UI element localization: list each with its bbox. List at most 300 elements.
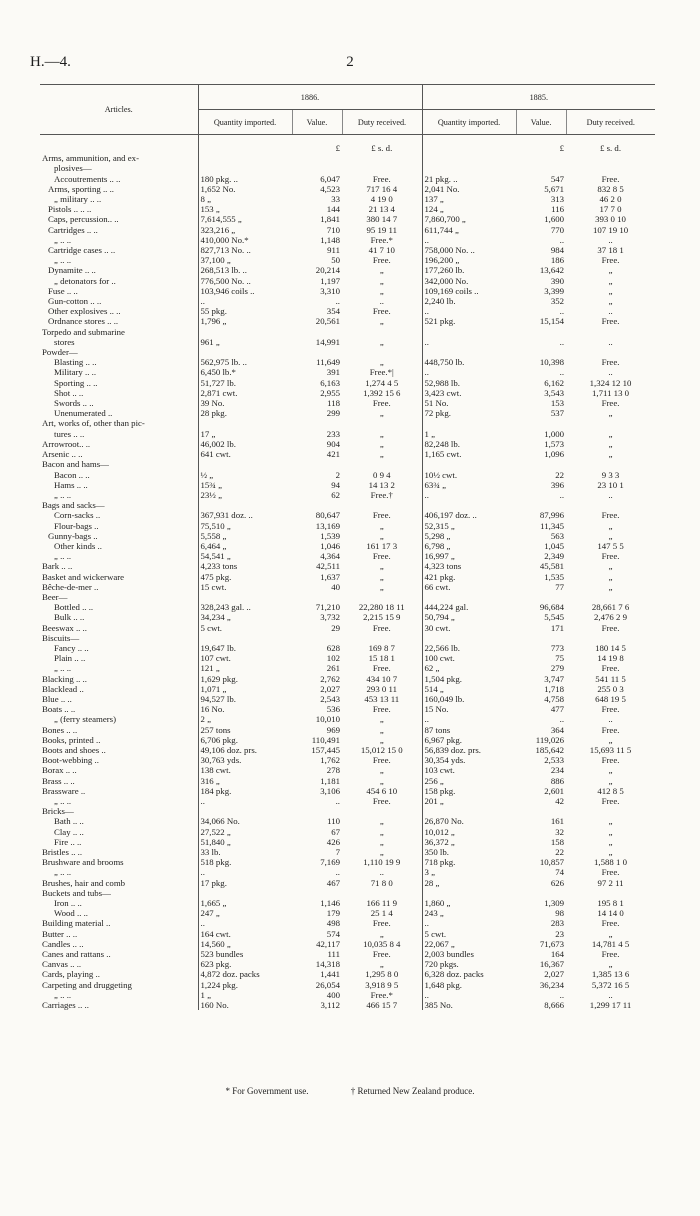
quantity-1885-cell: 50,794 „	[424, 612, 455, 623]
quantity-1886-cell: 6,464 „	[200, 540, 227, 551]
footnotes	[0, 1086, 700, 1096]
value-1886-cell: 3,106	[320, 785, 340, 796]
value-1886-cell: 20,561	[315, 316, 340, 327]
value-1886-cell: 62	[331, 489, 340, 500]
duty-1886-cell: „	[342, 816, 422, 826]
table-row	[40, 449, 655, 459]
value-1885-cell: 22	[555, 847, 565, 858]
value-1885-cell: ..	[559, 367, 565, 378]
duty-1886-cell: „	[342, 439, 422, 449]
value-1886-cell: 278	[326, 765, 340, 776]
value-1885-cell: 164	[550, 949, 565, 960]
quantity-1886-cell: 7,614,555 „	[200, 214, 242, 225]
duty-1885-cell: Free.	[601, 316, 620, 327]
value-1886-cell: 2,955	[320, 387, 340, 398]
duty-1886-cell: „	[342, 776, 422, 786]
quantity-1886-cell: 827,713 No. ..	[200, 245, 251, 256]
quantity-1886-cell	[198, 459, 292, 469]
value-1886-cell: 7,169	[320, 857, 340, 868]
duty-1885-cell: 832 8 5	[597, 183, 624, 194]
quantity-1885-cell: 514 „	[424, 683, 444, 694]
article-cell: „ detonators for ..	[40, 276, 198, 286]
duty-1885-cell: „	[608, 561, 613, 572]
value-1885-cell: 984	[550, 245, 565, 256]
value-1885-cell: 2,349	[544, 551, 565, 562]
table-row	[40, 174, 655, 184]
duty-1885-cell: Free.	[601, 255, 620, 266]
quantity-1886-cell: 94,527 lb.	[200, 693, 236, 704]
quantity-1885-cell: 448,750 lb.	[424, 357, 465, 368]
value-1886-cell: 29	[331, 622, 340, 633]
duty-1886-cell: „	[342, 286, 422, 296]
duty-1886-cell: 22,280 18 11	[342, 602, 422, 612]
duty-1885-cell: ..	[608, 336, 613, 347]
duty-1886-cell	[342, 592, 422, 602]
article-cell: Biscuits—	[40, 633, 198, 643]
quantity-1886-cell: 46,002 lb.	[200, 438, 236, 449]
quantity-1886-cell: 39 No.	[200, 398, 225, 409]
table-row	[40, 184, 655, 194]
duty-1885-cell: „	[608, 285, 613, 296]
table-row	[40, 531, 655, 541]
quantity-1886-cell: 51,840 „	[200, 836, 231, 847]
duty-1886-cell: 95 19 11	[342, 225, 422, 235]
article-cell: Arms, sporting .. ..	[40, 184, 198, 194]
duty-1885-cell: 97 2 11	[597, 877, 624, 888]
duty-1885-cell: „	[608, 928, 613, 939]
table-row	[40, 674, 655, 684]
duty-1885-cell: 14,781 4 5	[591, 938, 630, 949]
duty-1886-cell: 4 19 0	[342, 194, 422, 204]
duty-1886-cell: Free.	[342, 949, 422, 959]
table-row	[40, 225, 655, 235]
duty-1885-cell: „	[608, 530, 613, 541]
duty-1885-cell: 195 8 1	[597, 898, 624, 909]
value-1886-cell: 421	[326, 449, 340, 460]
duty-1886-cell: 717 16 4	[342, 184, 422, 194]
quantity-1886-cell: 623 pkg.	[200, 959, 232, 970]
value-1885-cell: 234	[550, 765, 565, 776]
table-row	[40, 418, 655, 428]
table-row	[40, 1000, 655, 1010]
article-cell: Cartridge cases .. ..	[40, 245, 198, 255]
quantity-1885-cell	[422, 347, 516, 357]
duty-1885-cell: 1,588 1 0	[594, 857, 628, 868]
value-1886-cell: 14,318	[315, 959, 340, 970]
quantity-1886-cell	[198, 327, 292, 337]
quantity-1885-cell: 406,197 doz. ..	[424, 510, 477, 521]
duty-1885-cell: ..	[608, 989, 613, 1000]
article-cell: Cartridges .. ..	[40, 225, 198, 235]
duty-1886-cell: 3,918 9 5	[342, 980, 422, 990]
table-row	[40, 408, 655, 418]
duty-1886-cell: 1,110 19 9	[342, 857, 422, 867]
duty-1885-cell	[566, 327, 655, 337]
value-1885-cell: 23	[555, 928, 565, 939]
quantity-1886-cell: 103,946 coils ..	[200, 285, 255, 296]
value-1885-cell: ..	[559, 306, 565, 317]
table-row	[40, 510, 655, 520]
table-row	[40, 684, 655, 694]
units-row	[40, 143, 655, 153]
table-row	[40, 806, 655, 816]
value-1885-cell: ..	[559, 714, 565, 725]
value-1886-cell: 574	[326, 928, 340, 939]
duty-1885-cell: 28,661 7 6	[591, 602, 630, 613]
quantity-1886-cell	[198, 806, 292, 816]
duty-1886-cell: „	[342, 847, 422, 857]
value-1885-cell	[516, 153, 566, 163]
quantity-1886-cell: 523 bundles	[200, 949, 244, 960]
table-row	[40, 765, 655, 775]
quantity-1886-cell: ..	[200, 918, 205, 929]
duty-1886-cell	[342, 806, 422, 816]
quantity-1886-cell: 776,500 No. ..	[200, 275, 251, 286]
quantity-1885-cell: 10,012 „	[424, 826, 455, 837]
duty-1886-cell: 71 8 0	[342, 878, 422, 888]
article-cell: Accoutrements .. ..	[40, 174, 198, 184]
quantity-1886-cell: 961 „	[200, 336, 220, 347]
duty-1886-cell: „	[342, 827, 422, 837]
quantity-1886-cell: ½ „	[200, 469, 214, 480]
duty-1886-cell: Free.	[342, 255, 422, 265]
value-1885-cell: 161	[550, 816, 565, 827]
table-row	[40, 347, 655, 357]
quantity-1886-cell: 30,763 yds.	[200, 755, 242, 766]
value-1886-cell: ..	[335, 867, 340, 878]
duty-1885-cell: 15,693 11 5	[589, 744, 632, 755]
duty-1886-cell	[342, 633, 422, 643]
value-1886-cell: 400	[326, 989, 340, 1000]
quantity-1885-header: Quantity imported.	[422, 110, 516, 135]
table-row	[40, 163, 655, 173]
quantity-1885-cell: 66 cwt.	[424, 581, 451, 592]
value-1885-cell: 1,718	[544, 683, 565, 694]
quantity-1885-cell: 62 „	[424, 663, 440, 674]
duty-1886-cell: „	[342, 429, 422, 439]
value-1886-cell: 110	[327, 816, 340, 827]
duty-1886-cell: „	[342, 276, 422, 286]
value-1885-cell: 6,162	[544, 377, 565, 388]
duty-1885-cell: ..	[608, 234, 613, 245]
quantity-1886-cell: 37,100 „	[200, 255, 231, 266]
quantity-1886-cell	[198, 347, 292, 357]
value-1885-cell	[516, 633, 566, 643]
duty-1886-cell: „	[342, 725, 422, 735]
value-1885-cell: 2,601	[544, 785, 565, 796]
duty-unit: £ s. d.	[600, 143, 622, 153]
duty-1885-cell: 46 2 0	[599, 194, 622, 205]
value-1886-cell: 10,010	[315, 714, 340, 725]
quantity-1885-cell: 160,049 lb.	[424, 693, 465, 704]
duty-1885-cell: 5,372 16 5	[591, 979, 630, 990]
quantity-1885-cell: 158 pkg.	[424, 785, 456, 796]
article-cell: Dynamite .. ..	[40, 265, 198, 275]
value-1886-cell: 628	[326, 642, 340, 653]
duty-1885-cell: Free.	[601, 724, 620, 735]
table-row	[40, 337, 655, 347]
quantity-1886-cell: 14,560 „	[200, 938, 231, 949]
value-1886-cell: 26,054	[315, 979, 340, 990]
table-row	[40, 704, 655, 714]
value-1886-cell: 1,197	[320, 275, 340, 286]
duty-1885-cell: 107 19 10	[592, 224, 629, 235]
article-cell: Brushes, hair and comb	[40, 878, 198, 888]
quantity-1885-cell	[422, 500, 516, 510]
duty-1885-cell: 1,299 17 11	[589, 1000, 632, 1011]
quantity-1885-cell: 5 cwt.	[424, 928, 447, 939]
value-1885-header: Value.	[516, 110, 566, 135]
article-cell: „ .. ..	[40, 663, 198, 673]
quantity-1886-cell: 5,558 „	[200, 530, 227, 541]
value-1885-cell: 2,027	[544, 969, 565, 980]
duty-1886-cell: Free.†	[342, 490, 422, 500]
value-1885-cell: ..	[559, 489, 565, 500]
table-row	[40, 378, 655, 388]
duty-1886-cell: Free.	[342, 398, 422, 408]
duty-1885-cell	[566, 347, 655, 357]
value-1886-cell: 3,112	[320, 1000, 340, 1011]
value-1886-cell: 911	[327, 245, 340, 256]
duty-1885-cell	[566, 888, 655, 898]
value-1886-cell: 299	[326, 408, 340, 419]
quantity-1885-cell	[422, 153, 516, 163]
table-row	[40, 949, 655, 959]
duty-1886-cell: „	[342, 531, 422, 541]
value-1886-cell: 144	[326, 204, 340, 215]
quantity-1886-cell: 51,727 lb.	[200, 377, 236, 388]
article-cell: Cards, playing ..	[40, 969, 198, 979]
value-1886-cell: 1,841	[320, 214, 340, 225]
duty-1886-cell: Free.	[342, 551, 422, 561]
duty-1886-cell	[342, 459, 422, 469]
duty-1886-cell: 166 11 9	[342, 898, 422, 908]
duty-1886-cell: 21 13 4	[342, 204, 422, 214]
quantity-1886-cell	[198, 418, 292, 428]
table-row	[40, 969, 655, 979]
value-1886-cell: 2,027	[320, 683, 340, 694]
duty-1886-cell: 2,215 15 9	[342, 612, 422, 622]
value-1886-cell: 1,637	[320, 571, 340, 582]
table-row	[40, 398, 655, 408]
article-cell: Arsenic .. ..	[40, 449, 198, 459]
value-1885-cell: 5,671	[544, 183, 565, 194]
table-row	[40, 153, 655, 163]
duty-1886-cell: 453 13 11	[342, 694, 422, 704]
quantity-1885-cell: 6,967 pkg.	[424, 734, 462, 745]
table-row	[40, 816, 655, 826]
quantity-1886-cell: ..	[200, 296, 205, 307]
value-1885-cell: 1,535	[544, 571, 565, 582]
article-cell: Buckets and tubs—	[40, 888, 198, 898]
article-cell: Books, printed ..	[40, 735, 198, 745]
value-1886-cell: 354	[326, 306, 340, 317]
value-1886-cell: 6,047	[320, 173, 340, 184]
duty-1885-cell	[566, 633, 655, 643]
table-row	[40, 561, 655, 571]
quantity-1885-cell: 103 cwt.	[424, 765, 455, 776]
quantity-1886-cell: 1,071 „	[200, 683, 227, 694]
quantity-1886-cell: 1,665 „	[200, 898, 227, 909]
duty-1886-cell: Free.*|	[342, 367, 422, 377]
table-row	[40, 776, 655, 786]
value-1886-cell: 1,046	[320, 540, 340, 551]
duty-1886-cell: 293 0 11	[342, 684, 422, 694]
duty-1886-cell: „	[342, 357, 422, 367]
table-row	[40, 388, 655, 398]
quantity-1885-cell: 82,248 lb.	[424, 438, 460, 449]
value-1885-cell: 1,309	[544, 898, 565, 909]
quantity-1886-cell: 1,224 pkg.	[200, 979, 238, 990]
table-row	[40, 837, 655, 847]
value-1885-cell: 773	[550, 642, 565, 653]
quantity-1886-cell: 367,931 doz. ..	[200, 510, 253, 521]
value-1886-cell: 1,148	[320, 234, 340, 245]
duty-1885-cell: „	[608, 734, 613, 745]
duty-1886-cell: Free.	[342, 796, 422, 806]
year-1885-header: 1885.	[422, 85, 655, 110]
value-1885-cell: 283	[550, 918, 565, 929]
duty-1885-cell	[566, 806, 655, 816]
quantity-1885-cell: ..	[424, 989, 429, 1000]
quantity-1886-cell	[198, 153, 292, 163]
table-row	[40, 286, 655, 296]
quantity-1886-cell: 34,234 „	[200, 612, 231, 623]
quantity-1885-cell: 6,798 „	[424, 540, 451, 551]
article-cell: Plain .. ..	[40, 653, 198, 663]
pound-unit: £	[335, 143, 340, 153]
value-1886-cell: 1,441	[320, 969, 340, 980]
quantity-1885-cell: 1,504 pkg.	[424, 673, 462, 684]
quantity-1885-cell: 3 „	[424, 867, 436, 878]
quantity-1886-cell: 2 „	[200, 714, 212, 725]
quantity-1885-cell: ..	[424, 234, 429, 245]
value-1886-cell: ..	[335, 296, 340, 307]
value-1885-cell: 32	[555, 826, 565, 837]
value-1886-cell: 4,364	[320, 551, 340, 562]
article-cell: „ .. ..	[40, 551, 198, 561]
quantity-1885-cell: ..	[424, 336, 429, 347]
value-1886-cell	[292, 163, 342, 173]
article-cell: Bark .. ..	[40, 561, 198, 571]
duty-1885-cell	[566, 163, 655, 173]
duty-1886-cell: Free.	[342, 510, 422, 520]
quantity-1885-cell: ..	[424, 714, 429, 725]
table-row	[40, 214, 655, 224]
table-row	[40, 694, 655, 704]
table-row	[40, 194, 655, 204]
article-cell: Iron .. ..	[40, 898, 198, 908]
article-cell: Powder—	[40, 347, 198, 357]
duty-1886-cell: 10,035 8 4	[342, 939, 422, 949]
duty-1885-cell: ..	[608, 306, 613, 317]
table-row	[40, 470, 655, 480]
value-1886-cell: 969	[326, 724, 340, 735]
document-reference: H.—4.	[30, 54, 71, 70]
duty-1886-cell: Free.	[342, 623, 422, 633]
article-cell: Gunny-bags ..	[40, 531, 198, 541]
duty-1886-cell: 1,295 8 0	[342, 969, 422, 979]
duty-1885-cell	[566, 459, 655, 469]
table-row	[40, 327, 655, 337]
duty-1885-cell: 17 7 0	[599, 204, 622, 215]
quantity-1886-cell	[198, 500, 292, 510]
table-row	[40, 857, 655, 867]
article-cell: Torpedo and submarine	[40, 327, 198, 337]
value-1885-cell: 119,026	[535, 734, 565, 745]
table-row	[40, 521, 655, 531]
quantity-1886-cell: 5 cwt.	[200, 622, 222, 633]
article-cell: „ military .. ..	[40, 194, 198, 204]
article-cell: Military .. ..	[40, 367, 198, 377]
duty-1885-cell: Free.	[601, 867, 620, 878]
duty-1885-cell: Free.	[601, 796, 620, 806]
value-1885-cell: 74	[555, 867, 565, 878]
quantity-1886-cell: 6,450 lb.*	[200, 367, 236, 378]
duty-1885-cell: Free.	[601, 949, 620, 960]
article-cell: Basket and wickerware	[40, 572, 198, 582]
value-1886-cell: 2	[335, 469, 340, 480]
quantity-1886-cell: 316 „	[200, 775, 220, 786]
quantity-1885-cell: 22,566 lb.	[424, 642, 460, 653]
quantity-1886-cell: 562,975 lb. ..	[200, 357, 247, 368]
table-row	[40, 490, 655, 500]
table-row	[40, 929, 655, 939]
table-row	[40, 500, 655, 510]
article-cell: Blue .. ..	[40, 694, 198, 704]
value-1886-cell: 467	[326, 877, 340, 888]
quantity-1885-cell: 21 pkg. ..	[424, 173, 458, 184]
table-row	[40, 898, 655, 908]
value-1885-cell: 886	[550, 775, 565, 786]
article-cell: Bags and sacks—	[40, 500, 198, 510]
article-cell: Wood .. ..	[40, 908, 198, 918]
quantity-1886-cell: 410,000 No.*	[200, 234, 249, 245]
quantity-1885-cell: 1,165 cwt.	[424, 449, 462, 460]
quantity-1886-cell: 257 tons	[200, 724, 231, 735]
value-1885-cell: 158	[550, 836, 565, 847]
value-1885-cell: 547	[550, 173, 565, 184]
article-cell: Boot-webbing ..	[40, 755, 198, 765]
table-row	[40, 602, 655, 612]
value-1885-cell: 96,684	[539, 602, 565, 613]
duty-1886-cell: ..	[342, 867, 422, 877]
value-1885-cell: 1,096	[544, 449, 565, 460]
article-cell: tures .. ..	[40, 429, 198, 439]
duty-1885-cell: 37 18 1	[597, 245, 624, 256]
value-1886-cell: ..	[335, 796, 340, 806]
value-1886-header: Value.	[292, 110, 342, 135]
value-1885-cell: 313	[550, 194, 565, 205]
duty-1886-cell: 0 9 4	[342, 470, 422, 480]
value-1885-cell: 75	[555, 653, 565, 664]
table-row	[40, 255, 655, 265]
article-cell: Unenumerated ..	[40, 408, 198, 418]
table-row	[40, 908, 655, 918]
duty-1885-cell: 412 8 5	[597, 785, 624, 796]
duty-1886-cell: „	[342, 337, 422, 347]
quantity-1885-cell	[422, 459, 516, 469]
duty-1886-cell: „	[342, 265, 422, 275]
duty-1885-cell: Free.	[601, 663, 620, 674]
article-cell: Beeswax .. ..	[40, 623, 198, 633]
value-1886-cell	[292, 806, 342, 816]
duty-1885-cell: ..	[608, 367, 613, 378]
table-row	[40, 918, 655, 928]
duty-1885-cell: „	[608, 765, 613, 776]
quantity-1886-cell: 19,647 lb.	[200, 642, 236, 653]
article-cell: Canvas .. ..	[40, 959, 198, 969]
